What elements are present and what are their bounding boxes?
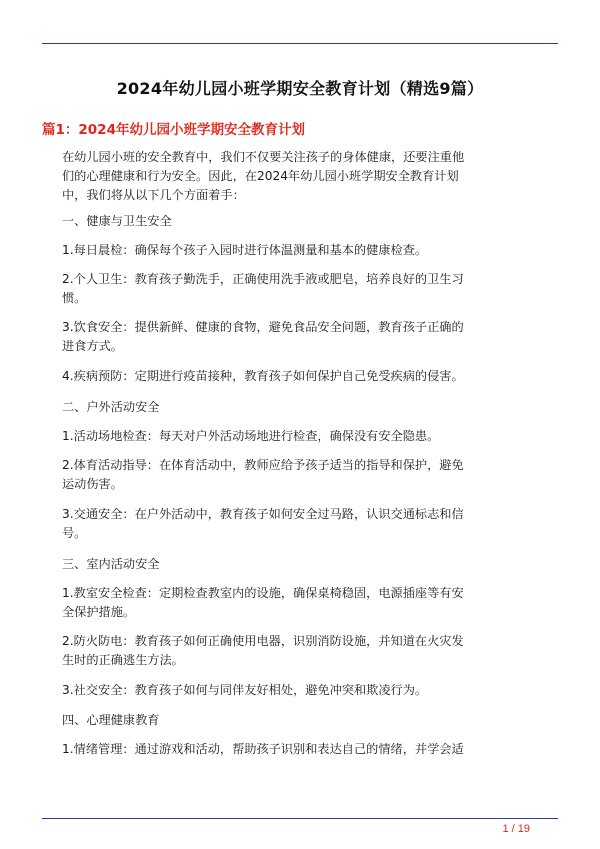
subheading-outdoor: 二、户外活动安全 [62, 400, 160, 414]
list-item: 1.情绪管理：通过游戏和活动，帮助孩子识别和表达自己的情绪，并学会适 [62, 742, 464, 756]
list-item: 3.交通安全：在户外活动中，教育孩子如何安全过马路，认识交通标志和信号。 [62, 507, 464, 540]
list-item: 3.社交安全：教育孩子如何与同伴友好相处，避免冲突和欺凌行为。 [62, 683, 428, 697]
list-item: 2.个人卫生：教育孩子勤洗手，正确使用洗手液或肥皂，培养良好的卫生习惯。 [62, 272, 464, 305]
subheading-mental: 四、心理健康教育 [62, 713, 160, 727]
footer-rule [42, 818, 558, 819]
section-heading: 篇1：2024年幼儿园小班学期安全教育计划 [42, 122, 305, 138]
document-title: 2024年幼儿园小班学期安全教育计划（精选9篇） [116, 79, 484, 98]
subheading-health: 一、健康与卫生安全 [62, 214, 172, 228]
list-item: 2.体育活动指导：在体育活动中，教师应给予孩子适当的指导和保护，避免运动伤害。 [62, 458, 464, 491]
page-number: 1 / 19 [502, 823, 530, 835]
list-item: 3.饮食安全：提供新鲜、健康的食物，避免食品安全问题，教育孩子正确的进食方式。 [62, 320, 464, 353]
header-rule [42, 43, 558, 44]
list-item: 1.活动场地检查：每天对户外活动场地进行检查，确保没有安全隐患。 [62, 429, 440, 443]
subheading-indoor: 三、室内活动安全 [62, 557, 160, 571]
list-item: 4.疾病预防：定期进行疫苗接种，教育孩子如何保护自己免受疾病的侵害。 [62, 369, 464, 383]
intro-paragraph: 在幼儿园小班的安全教育中，我们不仅要关注孩子的身体健康，还要注重他们的心理健康和行为安全。因此，在2024年幼儿园小班学期安全教育计划中，我们将从以下几个方面着手： [62, 150, 465, 202]
list-item: 1.每日晨检：确保每个孩子入园时进行体温测量和基本的健康检查。 [62, 243, 428, 257]
list-item: 2.防火防电：教育孩子如何正确使用电器，识别消防设施，并知道在火灾发生时的正确逃生方法。 [62, 634, 464, 667]
list-item: 1.教室安全检查：定期检查教室内的设施，确保桌椅稳固，电源插座等有安全保护措施。 [62, 586, 464, 619]
